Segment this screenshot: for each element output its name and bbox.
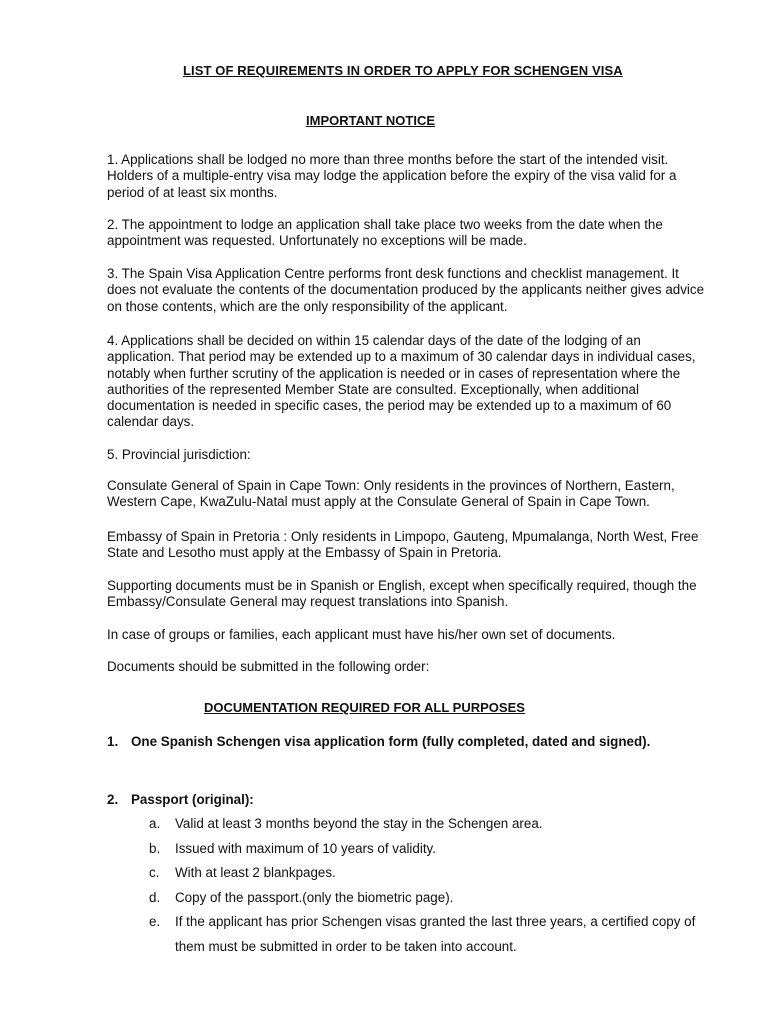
list-item-text: Issued with maximum of 10 years of validity. — [175, 840, 436, 856]
list-item — [149, 812, 719, 837]
documentation-section-heading: DOCUMENTATION REQUIRED FOR ALL PURPOSES — [204, 700, 525, 715]
important-notice-heading: IMPORTANT NOTICE — [306, 113, 436, 128]
requirement-number: 1. — [107, 734, 119, 749]
list-item-letter: c. — [149, 865, 160, 880]
groups-families-note: In case of groups or families, each applicant must have his/her own set of documents. — [107, 627, 616, 642]
pretoria-jurisdiction: Embassy of Spain in Pretoria : Only residents in Limpopo, Gauteng, Mpumalanga, North West, Free State and Lesotho must apply at the Embassy of Spain in Pretoria. — [107, 529, 699, 561]
supporting-documents-note: Supporting documents must be in Spanish or English, except when specifically required, though the Embassy/Consulate General may request translations into Spanish. — [107, 578, 697, 610]
list-item — [149, 886, 719, 911]
submission-order-note: Documents should be submitted in the following order: — [107, 659, 430, 674]
list-item — [149, 837, 719, 862]
requirement-item — [107, 792, 254, 807]
list-item-letter: e. — [149, 914, 161, 929]
list-item-text: If the applicant has prior Schengen visas granted the last three years, a certified copy of them must be submitted in order to be taken into account. — [175, 914, 696, 954]
notice-paragraph-5: 5. Provincial jurisdiction: — [107, 447, 251, 462]
passport-requirements-list — [149, 812, 719, 959]
list-item-text: With at least 2 blankpages. — [175, 865, 336, 880]
list-item-text: Valid at least 3 months beyond the stay in the Schengen area. — [175, 816, 543, 831]
list-item-letter: b. — [149, 840, 161, 856]
list-item-letter: a. — [149, 816, 161, 831]
list-item — [149, 861, 719, 886]
notice-paragraph-1: 1. Applications shall be lodged no more than three months before the start of the intended visit. Holders of a multiple-entry visa may lodge the application before the expiry of the visa valid for a period of at least six months. — [107, 152, 677, 200]
list-item — [149, 910, 719, 959]
list-item-letter: d. — [149, 889, 161, 905]
requirement-item — [107, 734, 650, 749]
requirement-text: One Spanish Schengen visa application form (fully completed, dated and signed). — [131, 734, 651, 749]
cape-town-jurisdiction: Consulate General of Spain in Cape Town: Only residents in the provinces of Northern, Eastern, Western Cape, KwaZulu-Natal must apply at the Consulate General of Spain in Cape Town. — [107, 478, 675, 510]
document-title: LIST OF REQUIREMENTS IN ORDER TO APPLY FOR SCHENGEN VISA — [183, 63, 623, 78]
notice-paragraph-4: 4. Applications shall be decided on within 15 calendar days of the date of the lodging of an application. That period may be extended up to a maximum of 30 calendar days in individual cases, notably when further scrutiny of the application is needed or in cases of representation where the authorities of the represented Member State are consulted. Exceptionally, when additional documentation is needed in specific cases, the period may be extended up to a maximum of 60 calendar days. — [107, 333, 696, 430]
notice-paragraph-3: 3. The Spain Visa Application Centre performs front desk functions and checklist management. It does not evaluate the contents of the documentation produced by the applicants neither gives advice on those contents, which are the only responsibility of the applicant. — [107, 266, 705, 314]
requirement-text: Passport (original): — [131, 792, 254, 807]
list-item-text: Copy of the passport.(only the biometric page). — [175, 889, 454, 905]
requirement-number: 2. — [107, 792, 119, 807]
notice-paragraph-2: 2. The appointment to lodge an application shall take place two weeks from the date when the appointment was requested. Unfortunately no exceptions will be made. — [107, 217, 663, 249]
